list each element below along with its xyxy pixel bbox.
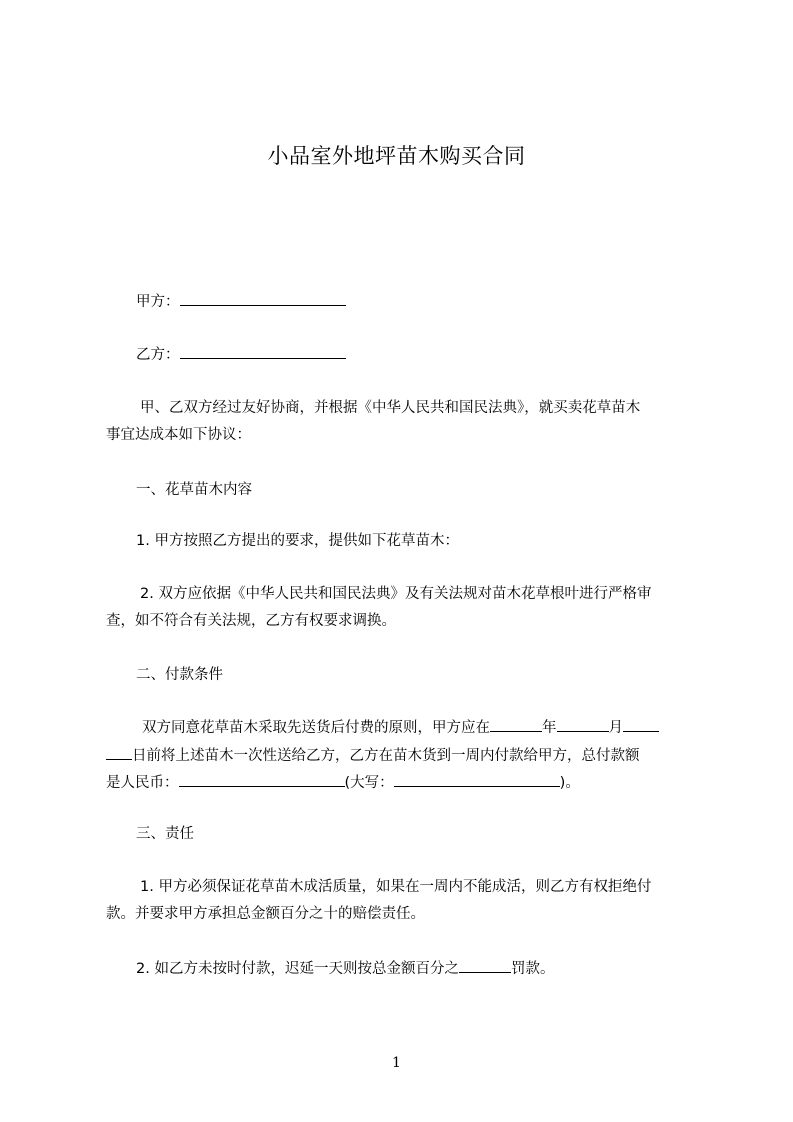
amount-uppercase-close: )。 xyxy=(559,775,580,791)
section-3-item-2 xyxy=(136,958,726,979)
section-3-item-2-text: 2. 如乙方未按时付款，迟延一天则按总金额百分之 xyxy=(136,961,459,977)
party-a-label: 甲方： xyxy=(136,294,180,310)
section-1-heading: 一、花草苗木内容 xyxy=(136,482,252,498)
amount-uppercase-label: (大写： xyxy=(344,775,394,791)
party-b-line xyxy=(136,344,726,365)
amount-label: 是人民币： xyxy=(106,775,179,791)
payment-year-label: 年 xyxy=(542,720,557,736)
payment-day-blank-part-2[interactable] xyxy=(106,745,132,760)
amount-uppercase-blank[interactable] xyxy=(394,772,560,787)
section-3-item-1-line-2: 款。并要求甲方承担总金额百分之十的赔偿责任。 xyxy=(106,906,425,922)
section-3-heading: 三、责任 xyxy=(136,826,194,842)
penalty-percent-blank[interactable] xyxy=(459,958,511,973)
party-b-label: 乙方： xyxy=(136,347,180,363)
payment-day-blank-part-1[interactable] xyxy=(623,717,659,732)
payment-month-blank[interactable] xyxy=(557,717,609,732)
party-a-line xyxy=(136,291,726,312)
payment-line-1 xyxy=(142,717,732,738)
payment-line-3 xyxy=(106,772,696,793)
section-1-item-1: 1. 甲方按照乙方提出的要求，提供如下花草苗木： xyxy=(136,533,459,549)
payment-year-blank[interactable] xyxy=(490,717,542,732)
payment-line-2 xyxy=(106,745,696,766)
page-number: 1 xyxy=(392,1055,401,1071)
party-b-blank[interactable] xyxy=(180,344,346,359)
section-1-item-2-line-2: 查，如不符合有关法规，乙方有权要求调换。 xyxy=(106,613,396,629)
payment-line-1-text: 双方同意花草苗木采取先送货后付费的原则，甲方应在 xyxy=(142,720,490,736)
section-1-item-2-line-1: 2. 双方应依据《中华人民共和国民法典》及有关法规对苗木花草根叶进行严格审 xyxy=(140,586,652,602)
payment-line-2-text: 日前将上述苗木一次性送给乙方，乙方在苗木货到一周内付款给甲方，总付款额 xyxy=(132,748,640,764)
amount-blank[interactable] xyxy=(179,772,345,787)
section-3-item-1-line-1: 1. 甲方必须保证花草苗木成活质量，如果在一周内不能成活，则乙方有权拒绝付 xyxy=(140,879,652,895)
intro-line-1: 甲、乙双方经过友好协商，并根据《中华人民共和国民法典》，就买卖花草苗木 xyxy=(140,400,641,416)
section-3-item-2-suffix: 罚款。 xyxy=(510,961,555,977)
payment-month-label: 月 xyxy=(608,720,623,736)
document-title: 小品室外地坪苗木购买合同 xyxy=(267,144,526,168)
intro-line-2: 事宜达成本如下协议： xyxy=(106,427,251,443)
section-2-heading: 二、付款条件 xyxy=(136,667,223,683)
party-a-blank[interactable] xyxy=(180,291,346,306)
